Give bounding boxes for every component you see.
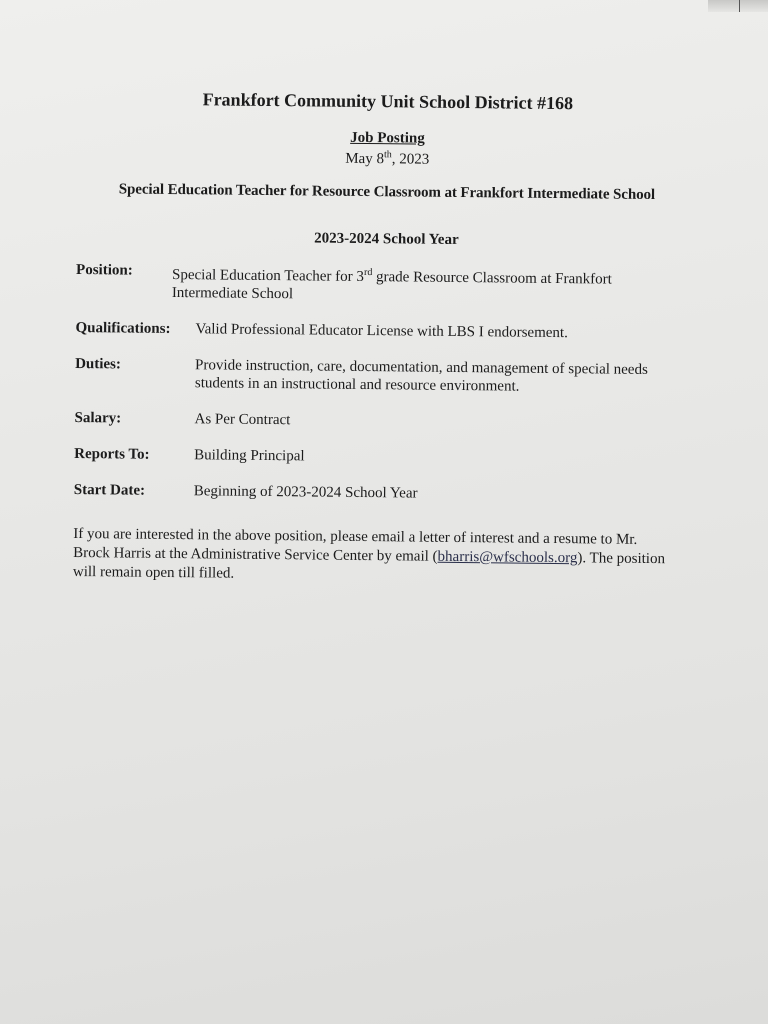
salary-label: Salary: — [74, 409, 122, 427]
job-title: Special Education Teacher for Resource Classroom at Frankfort Intermediate School — [118, 181, 656, 204]
contact-email-link[interactable]: bharris@wfschools.org — [437, 548, 578, 567]
duties-label: Duties: — [75, 355, 122, 373]
qualifications-row — [75, 319, 695, 343]
position-label: Position: — [76, 261, 133, 279]
qualifications-label: Qualifications: — [75, 319, 171, 337]
duties-value: Provide instruction, care, documentation, and management of special needs students in an instructional and resource environment. — [194, 357, 648, 395]
district-title: Frankfort Community Unit School District #168 — [202, 89, 574, 114]
qualifications-value: Valid Professional Educator License with LBS I endorsement. — [195, 321, 568, 342]
start-date-label: Start Date: — [73, 481, 146, 499]
school-year: 2023-2024 School Year — [314, 230, 459, 248]
start-date-value: Beginning of 2023-2024 School Year — [193, 483, 418, 502]
start-date-row — [74, 481, 694, 505]
position-value: Special Education Teacher for 3rd grade Resource Classroom at Frankfort Intermediate School — [171, 266, 612, 303]
position-row — [76, 261, 696, 307]
reports-to-value: Building Principal — [194, 447, 305, 465]
salary-value: As Per Contract — [194, 411, 291, 429]
reports-to-label: Reports To: — [74, 445, 150, 463]
reports-to-row — [74, 445, 694, 469]
posting-date: May 8th, 2023 — [345, 149, 430, 168]
paper-corner — [708, 0, 768, 12]
document-body — [73, 88, 698, 588]
duties-row — [75, 355, 695, 397]
closing-paragraph: If you are interested in the above position, please email a letter of interest and a resume to Mr. Brock Harris at the Administrative Service Center by email (bharris@wfschools.org). The position will remain open till filled. — [72, 525, 666, 582]
salary-row — [74, 409, 694, 433]
job-posting-heading: Job Posting — [350, 129, 425, 147]
